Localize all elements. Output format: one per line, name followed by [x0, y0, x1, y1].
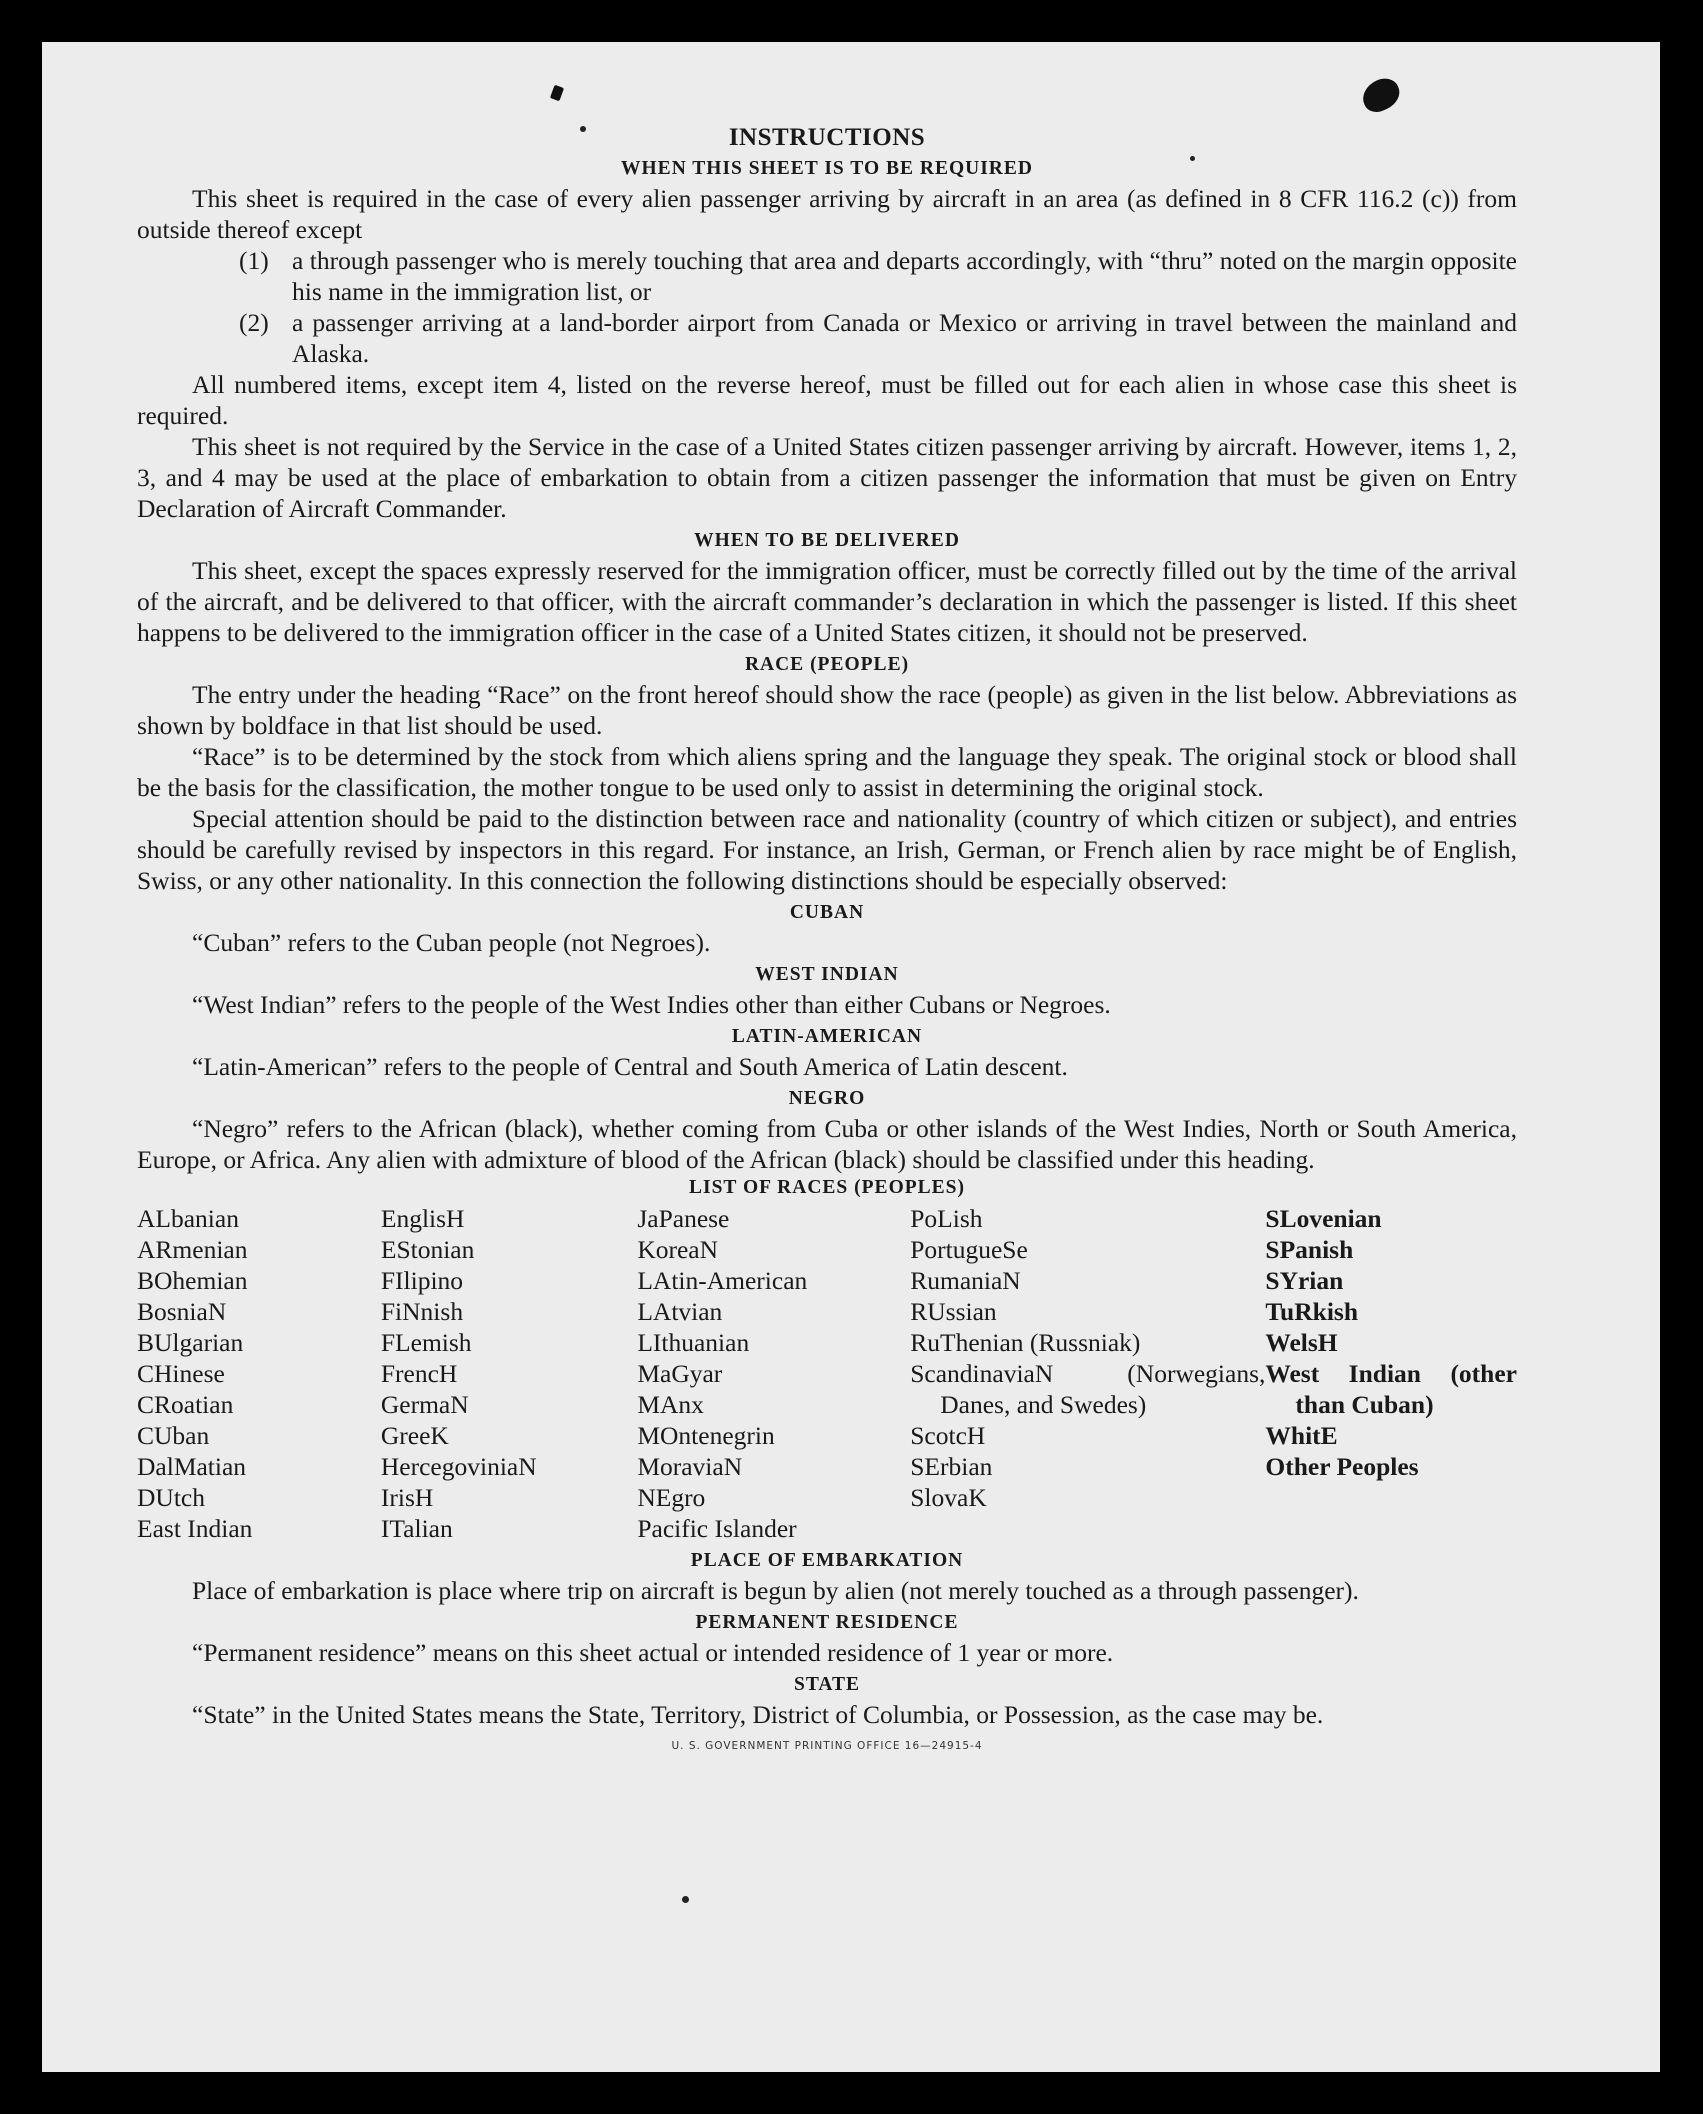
race-entry: FLemish: [380, 1328, 472, 1357]
paragraph: This sheet is required in the case of every alien passenger arriving by aircraft in an area (as defined in 8 CFR 116.2 (c)) from outside thereof except: [137, 184, 1517, 244]
race-entry: Pacific Islander: [637, 1514, 797, 1543]
section-heading-west-indian: WEST INDIAN: [755, 964, 899, 985]
race-entry: RuThenian (Russniak): [910, 1328, 1141, 1357]
paragraph: This sheet is not required by the Service in the case of a United States citizen passenger arriving by aircraft. However, items 1, 2, 3, and 4 may be used at the place of embarkation to obtain from a citizen passenger the information that must be given on Entry Declaration of Aircraft Commander.: [137, 432, 1517, 523]
item-text: a passenger arriving at a land-border airport from Canada or Mexico or arriving in travel between the mainland and Alaska.: [292, 308, 1517, 368]
race-entry: GermaN: [380, 1390, 469, 1419]
race-entry: BOhemian: [137, 1266, 248, 1295]
race-entry: MoraviaN: [637, 1452, 743, 1481]
section-heading-state: STATE: [793, 1674, 861, 1695]
races-column: [1265, 1203, 1517, 1544]
section-heading-embarkation: PLACE OF EMBARKATION: [690, 1550, 964, 1571]
race-entry: MOntenegrin: [637, 1421, 775, 1450]
section-heading-race: RACE (PEOPLE): [744, 654, 910, 675]
race-entry: RUssian: [910, 1297, 997, 1326]
race-entry: MaGyar: [637, 1359, 723, 1388]
section-heading-cuban: CUBAN: [789, 902, 865, 923]
race-entry: RumaniaN: [910, 1266, 1021, 1295]
race-entry: JaPanese: [637, 1204, 730, 1233]
section-heading-residence: PERMANENT RESIDENCE: [695, 1612, 959, 1633]
paragraph: All numbered items, except item 4, listed on the reverse hereof, must be filled out for each alien in whose case this sheet is required.: [137, 370, 1517, 430]
race-entry: FrencH: [380, 1359, 458, 1388]
ink-spot: [580, 126, 586, 132]
race-entry: IrisH: [380, 1483, 434, 1512]
paragraph: Special attention should be paid to the distinction between race and nationality (country of which citizen or subject), and entries should be carefully revised by inspectors in this regard. For instance, an Irish, German, or French alien by race might be of English, Swiss, or any other nationality. In this connection the following distinctions should be especially observed:: [137, 804, 1517, 895]
race-entry: CRoatian: [137, 1390, 234, 1419]
race-entry: ScandinaviaN (Norwegians, Danes, and Swedes): [910, 1359, 1266, 1419]
item-number: (1): [239, 246, 269, 275]
page-title: INSTRUCTIONS: [728, 124, 926, 151]
race-entry: DUtch: [137, 1483, 205, 1512]
races-column: [637, 1203, 910, 1544]
paragraph: “Cuban” refers to the Cuban people (not Negroes).: [192, 928, 711, 957]
race-entry: SErbian: [910, 1452, 993, 1481]
race-entry: KoreaN: [637, 1235, 719, 1264]
race-entry: TuRkish: [1265, 1297, 1359, 1326]
paragraph: “Permanent residence” means on this sheet actual or intended residence of 1 year or more.: [192, 1638, 1114, 1667]
ink-spot: [550, 85, 564, 102]
ink-spot: [682, 1896, 689, 1903]
section-heading-latin-american: LATIN-AMERICAN: [731, 1026, 923, 1047]
paragraph: “Negro” refers to the African (black), whether coming from Cuba or other islands of the West Indies, North or South America, Europe, or Africa. Any alien with admixture of blood of the African (black) should be classified under this heading.: [137, 1114, 1517, 1174]
races-column: [381, 1203, 637, 1544]
race-entry: SLovenian: [1265, 1204, 1382, 1233]
race-entry: HercegoviniaN: [380, 1452, 537, 1481]
race-entry: WhitE: [1265, 1421, 1338, 1450]
race-entry: ARmenian: [137, 1235, 248, 1264]
race-entry: FIlipino: [380, 1266, 464, 1295]
race-entry: BUlgarian: [137, 1328, 244, 1357]
races-column: [910, 1203, 1265, 1544]
race-entry: CHinese: [137, 1359, 225, 1388]
race-entry: NEgro: [637, 1483, 706, 1512]
race-entry: ITalian: [380, 1514, 453, 1543]
race-entry: PoLish: [910, 1204, 983, 1233]
paragraph: Place of embarkation is place where trip on aircraft is begun by alien (not merely touched as a through passenger).: [192, 1576, 1359, 1605]
races-list: [137, 1203, 1517, 1544]
printer-imprint: U. S. GOVERNMENT PRINTING OFFICE 16—24915-4: [671, 1740, 983, 1752]
item-number: (2): [239, 308, 269, 337]
race-entry: West Indian (other than Cuban): [1265, 1359, 1517, 1419]
item-text: a through passenger who is merely touching that area and departs accordingly, with “thru” noted on the margin opposite his name in the immigration list, or: [292, 246, 1517, 306]
race-entry: SYrian: [1265, 1266, 1344, 1295]
list-item: [137, 245, 1517, 307]
list-item: [137, 307, 1517, 369]
race-entry: LAtin-American: [637, 1266, 808, 1295]
paragraph: The entry under the heading “Race” on the front hereof should show the race (people) as given in the list below. Abbreviations as shown by boldface in that list should be used.: [137, 680, 1517, 740]
race-entry: FiNnish: [380, 1297, 464, 1326]
race-entry: BosniaN: [137, 1297, 227, 1326]
race-entry: PortugueSe: [910, 1235, 1028, 1264]
paragraph: “Latin-American” refers to the people of Central and South America of Latin descent.: [192, 1052, 1068, 1081]
race-entry: MAnx: [637, 1390, 704, 1419]
ink-spot: [1190, 156, 1195, 161]
race-entry: CUban: [137, 1421, 210, 1450]
race-entry: SPanish: [1265, 1235, 1354, 1264]
race-entry: WelsH: [1265, 1328, 1338, 1357]
race-entry: Other Peoples: [1265, 1452, 1419, 1481]
section-heading-list-of-races: LIST OF RACES (PEOPLES): [688, 1177, 965, 1198]
race-entry: DalMatian: [137, 1452, 247, 1481]
paragraph: This sheet, except the spaces expressly reserved for the immigration officer, must be correctly filled out by the time of the arrival of the aircraft, and be delivered to that officer, with the aircraft commander’s declaration in which the passenger is listed. If this sheet happens to be delivered to the immigration officer in the case of a United States citizen, it should not be preserved.: [137, 556, 1517, 647]
ink-spot: [1357, 73, 1404, 116]
section-heading-required: WHEN THIS SHEET IS TO BE REQUIRED: [621, 158, 1033, 179]
paragraph: “Race” is to be determined by the stock from which aliens spring and the language they speak. The original stock or blood shall be the basis for the classification, the mother tongue to be used only to assist in determining the original stock.: [137, 742, 1517, 802]
race-entry: ScotcH: [910, 1421, 986, 1450]
section-heading-delivered: WHEN TO BE DELIVERED: [694, 530, 960, 551]
races-column: [137, 1203, 381, 1544]
race-entry: East Indian: [137, 1514, 253, 1543]
document-page: [42, 42, 1660, 2072]
section-heading-negro: NEGRO: [788, 1088, 866, 1109]
race-entry: GreeK: [380, 1421, 449, 1450]
paragraph: “State” in the United States means the State, Territory, District of Columbia, or Possession, as the case may be.: [192, 1700, 1324, 1729]
race-entry: LAtvian: [637, 1297, 723, 1326]
paragraph: “West Indian” refers to the people of the West Indies other than either Cubans or Negroes.: [192, 990, 1111, 1019]
race-entry: EnglisH: [380, 1204, 465, 1233]
race-entry: ALbanian: [137, 1204, 239, 1233]
race-entry: SlovaK: [910, 1483, 987, 1512]
race-entry: EStonian: [380, 1235, 475, 1264]
race-entry: LIthuanian: [637, 1328, 750, 1357]
